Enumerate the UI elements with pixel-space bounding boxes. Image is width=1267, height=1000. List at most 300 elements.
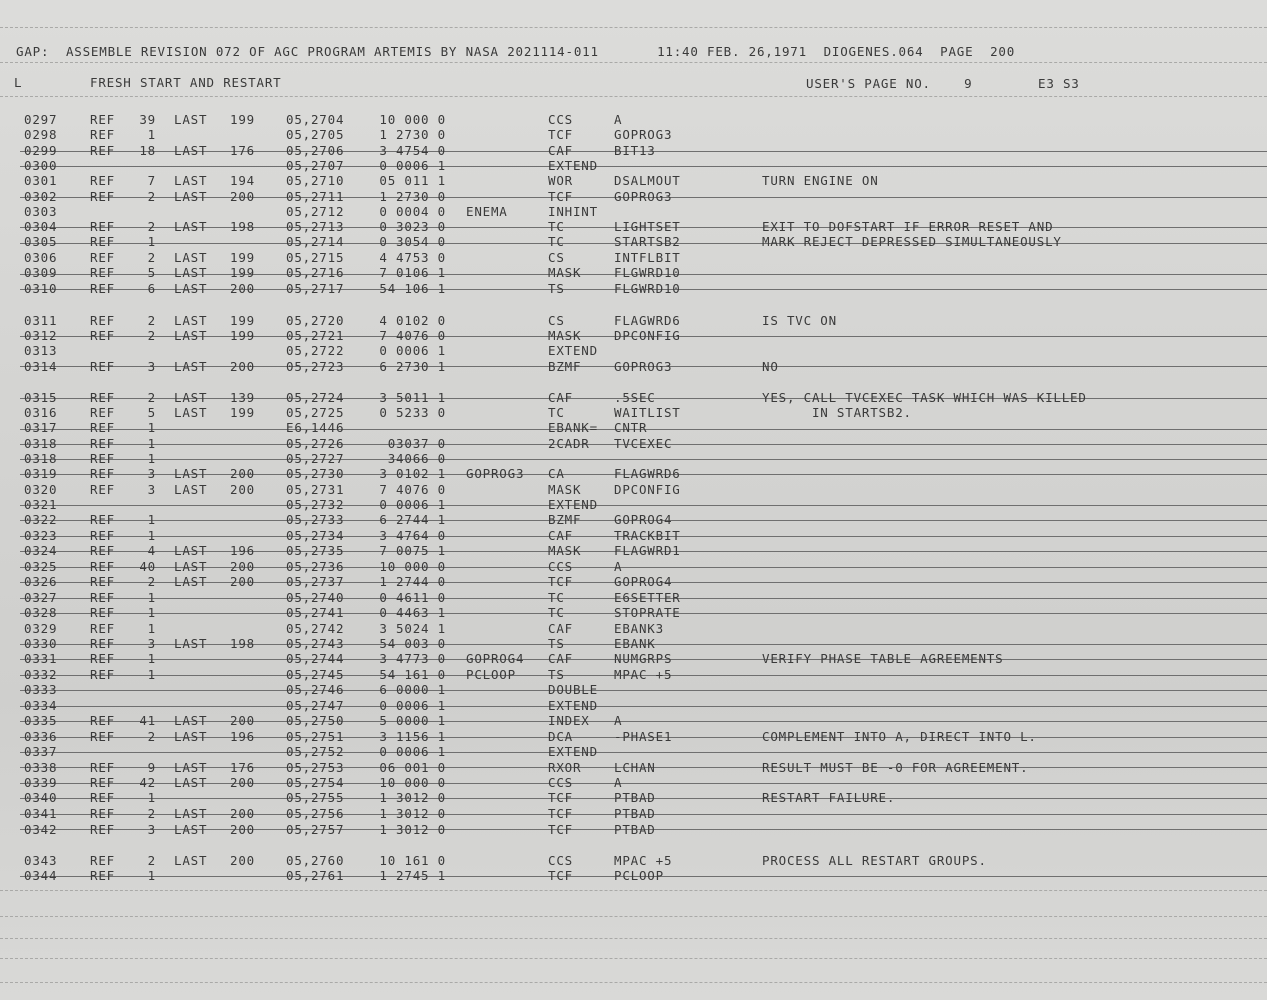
opcode: EXTEND xyxy=(548,158,598,173)
opcode: TC xyxy=(548,219,565,234)
line-number: 0323 xyxy=(24,528,58,543)
ref-marker: REF xyxy=(90,667,115,682)
ref-count: 1 xyxy=(147,420,156,435)
ref-count: 2 xyxy=(147,729,156,744)
line-number: 0335 xyxy=(24,713,58,728)
address: 05,2745 xyxy=(286,667,345,682)
octal-code: 54 161 0 xyxy=(379,667,446,682)
listing-row xyxy=(0,189,1267,204)
octal-code: 0 0006 1 xyxy=(379,497,446,512)
operand: DSALMOUT xyxy=(614,173,681,188)
operand: EBANK xyxy=(614,636,656,651)
line-number: 0305 xyxy=(24,234,58,249)
address: 05,2710 xyxy=(286,173,345,188)
ref-count: 1 xyxy=(147,451,156,466)
listing-row xyxy=(0,729,1267,744)
listing-row xyxy=(0,698,1267,713)
listing-row xyxy=(0,343,1267,358)
octal-code: 7 0106 1 xyxy=(379,265,446,280)
address: 05,2742 xyxy=(286,621,345,636)
operand: INTFLBIT xyxy=(614,250,681,265)
ref-count: 40 xyxy=(139,559,156,574)
line-number: 0315 xyxy=(24,390,58,405)
address: 05,2747 xyxy=(286,698,345,713)
opcode: TCF xyxy=(548,868,573,883)
last-marker: LAST xyxy=(174,250,208,265)
line-number: 0319 xyxy=(24,466,58,481)
operand: FLGWRD10 xyxy=(614,281,681,296)
ref-count: 3 xyxy=(147,822,156,837)
listing-row xyxy=(0,390,1267,405)
listing-row xyxy=(0,667,1267,682)
line-number: 0300 xyxy=(24,158,58,173)
address: 05,2723 xyxy=(286,359,345,374)
line-number: 0314 xyxy=(24,359,58,374)
page-header: GAP: ASSEMBLE REVISION 072 OF AGC PROGRAM ARTEMIS BY NASA 2021114-011 11:40 FEB. 26,1971 DIOGENES.064 PAGE 200 xyxy=(16,44,1016,59)
bank-indicator: E3 S3 xyxy=(1038,76,1080,91)
octal-code: 3 0102 1 xyxy=(379,466,446,481)
octal-code: 1 3012 0 xyxy=(379,790,446,805)
section-marker: L xyxy=(14,75,23,90)
opcode: EXTEND xyxy=(548,497,598,512)
ref-marker: REF xyxy=(90,265,115,280)
ref-marker: REF xyxy=(90,853,115,868)
address: 05,2716 xyxy=(286,265,345,280)
opcode: TS xyxy=(548,667,565,682)
listing-row xyxy=(0,790,1267,805)
opcode: EXTEND xyxy=(548,744,598,759)
listing-row xyxy=(0,853,1267,868)
octal-code: 10 161 0 xyxy=(379,853,446,868)
listing-row xyxy=(0,682,1267,697)
operand: A xyxy=(614,112,623,127)
opcode: INHINT xyxy=(548,204,598,219)
listing-row xyxy=(0,559,1267,574)
opcode: BZMF xyxy=(548,512,582,527)
last-marker: LAST xyxy=(174,265,208,280)
ref-marker: REF xyxy=(90,359,115,374)
address: 05,2734 xyxy=(286,528,345,543)
octal-code: 10 000 0 xyxy=(379,112,446,127)
octal-code: 7 4076 0 xyxy=(379,482,446,497)
line-number: 0328 xyxy=(24,605,58,620)
last-marker: LAST xyxy=(174,466,208,481)
comment: IS TVC ON xyxy=(762,313,837,328)
listing-row xyxy=(0,234,1267,249)
octal-code: 1 3012 0 xyxy=(379,806,446,821)
last-line: 200 xyxy=(230,574,255,589)
operand: DPCONFIG xyxy=(614,328,681,343)
last-marker: LAST xyxy=(174,328,208,343)
ref-marker: REF xyxy=(90,543,115,558)
listing-row xyxy=(0,590,1267,605)
operand: FLAGWRD6 xyxy=(614,466,681,481)
listing-row xyxy=(0,436,1267,451)
address: 05,2746 xyxy=(286,682,345,697)
ref-marker: REF xyxy=(90,328,115,343)
line-number: 0327 xyxy=(24,590,58,605)
operand: BIT13 xyxy=(614,143,656,158)
line-number: 0322 xyxy=(24,512,58,527)
operand: -PHASE1 xyxy=(614,729,673,744)
ref-marker: REF xyxy=(90,729,115,744)
line-number: 0316 xyxy=(24,405,58,420)
opcode: CS xyxy=(548,313,565,328)
line-number: 0303 xyxy=(24,204,58,219)
operand: PTBAD xyxy=(614,806,656,821)
last-marker: LAST xyxy=(174,313,208,328)
address: 05,2711 xyxy=(286,189,345,204)
ref-count: 2 xyxy=(147,250,156,265)
ref-marker: REF xyxy=(90,651,115,666)
octal-code: 1 2730 0 xyxy=(379,189,446,204)
last-line: 199 xyxy=(230,112,255,127)
line-number: 0306 xyxy=(24,250,58,265)
line-number: 0298 xyxy=(24,127,58,142)
opcode: TC xyxy=(548,405,565,420)
ref-count: 5 xyxy=(147,405,156,420)
address: 05,2714 xyxy=(286,234,345,249)
operand: PTBAD xyxy=(614,822,656,837)
paper-dash-line xyxy=(0,96,1267,97)
line-number: 0329 xyxy=(24,621,58,636)
last-marker: LAST xyxy=(174,359,208,374)
line-number: 0331 xyxy=(24,651,58,666)
listing-row xyxy=(0,512,1267,527)
comment: MARK REJECT DEPRESSED SIMULTANEOUSLY xyxy=(762,234,1062,249)
octal-code: 05 011 1 xyxy=(379,173,446,188)
line-number: 0330 xyxy=(24,636,58,651)
operand: PTBAD xyxy=(614,790,656,805)
line-number: 0311 xyxy=(24,313,58,328)
last-marker: LAST xyxy=(174,806,208,821)
paper-dash-line xyxy=(0,982,1267,983)
opcode: CCS xyxy=(548,112,573,127)
operand: STARTSB2 xyxy=(614,234,681,249)
octal-code: 0 0006 1 xyxy=(379,698,446,713)
last-line: 199 xyxy=(230,265,255,280)
listing-row xyxy=(0,775,1267,790)
listing-row xyxy=(0,112,1267,127)
listing-row xyxy=(0,250,1267,265)
address: 05,2755 xyxy=(286,790,345,805)
address: 05,2743 xyxy=(286,636,345,651)
opcode: DCA xyxy=(548,729,573,744)
line-number: 0324 xyxy=(24,543,58,558)
octal-code: 54 106 1 xyxy=(379,281,446,296)
last-marker: LAST xyxy=(174,173,208,188)
octal-code: 34066 0 xyxy=(387,451,446,466)
octal-code: 10 000 0 xyxy=(379,559,446,574)
ref-count: 1 xyxy=(147,436,156,451)
ref-count: 2 xyxy=(147,853,156,868)
listing-row xyxy=(0,574,1267,589)
address: 05,2732 xyxy=(286,497,345,512)
last-line: 200 xyxy=(230,559,255,574)
last-line: 196 xyxy=(230,729,255,744)
opcode: CAF xyxy=(548,143,573,158)
octal-code: 1 2745 1 xyxy=(379,868,446,883)
opcode: MASK xyxy=(548,328,582,343)
ref-count: 39 xyxy=(139,112,156,127)
ref-marker: REF xyxy=(90,605,115,620)
line-number: 0334 xyxy=(24,698,58,713)
listing-row xyxy=(0,621,1267,636)
operand: FLGWRD10 xyxy=(614,265,681,280)
last-line: 200 xyxy=(230,281,255,296)
listing-row xyxy=(0,281,1267,296)
comment: RESTART FAILURE. xyxy=(762,790,896,805)
opcode: WOR xyxy=(548,173,573,188)
ref-count: 3 xyxy=(147,482,156,497)
last-line: 200 xyxy=(230,775,255,790)
address: 05,2736 xyxy=(286,559,345,574)
opcode: EXTEND xyxy=(548,343,598,358)
ref-count: 41 xyxy=(139,713,156,728)
last-line: 199 xyxy=(230,405,255,420)
operand: .5SEC xyxy=(614,390,656,405)
last-line: 200 xyxy=(230,806,255,821)
last-line: 194 xyxy=(230,173,255,188)
opcode: TC xyxy=(548,605,565,620)
opcode: TC xyxy=(548,234,565,249)
line-number: 0341 xyxy=(24,806,58,821)
line-number: 0312 xyxy=(24,328,58,343)
listing-row xyxy=(0,127,1267,142)
octal-code: 0 0006 1 xyxy=(379,744,446,759)
line-number: 0321 xyxy=(24,497,58,512)
ref-count: 7 xyxy=(147,173,156,188)
last-line: 200 xyxy=(230,482,255,497)
listing-row xyxy=(0,806,1267,821)
address: 05,2733 xyxy=(286,512,345,527)
last-marker: LAST xyxy=(174,775,208,790)
operand: GOPROG4 xyxy=(614,574,673,589)
ref-marker: REF xyxy=(90,482,115,497)
ref-count: 1 xyxy=(147,234,156,249)
ref-marker: REF xyxy=(90,112,115,127)
opcode: CA xyxy=(548,466,565,481)
line-number: 0340 xyxy=(24,790,58,805)
ref-marker: REF xyxy=(90,512,115,527)
ref-count: 2 xyxy=(147,806,156,821)
octal-code: 1 2744 0 xyxy=(379,574,446,589)
last-line: 200 xyxy=(230,359,255,374)
operand: LIGHTSET xyxy=(614,219,681,234)
ref-count: 1 xyxy=(147,667,156,682)
listing-row xyxy=(0,219,1267,234)
line-number: 0313 xyxy=(24,343,58,358)
users-page-number: USER'S PAGE NO. 9 xyxy=(806,76,973,91)
ref-count: 1 xyxy=(147,621,156,636)
address: 05,2713 xyxy=(286,219,345,234)
line-number: 0342 xyxy=(24,822,58,837)
line-number: 0301 xyxy=(24,173,58,188)
address: 05,2735 xyxy=(286,543,345,558)
listing-row xyxy=(0,143,1267,158)
last-marker: LAST xyxy=(174,189,208,204)
ref-marker: REF xyxy=(90,143,115,158)
symbol-label: ENEMA xyxy=(466,204,508,219)
operand: TRACKBIT xyxy=(614,528,681,543)
comment: IN STARTSB2. xyxy=(762,405,912,420)
ref-marker: REF xyxy=(90,234,115,249)
octal-code: 3 5011 1 xyxy=(379,390,446,405)
address: 05,2744 xyxy=(286,651,345,666)
symbol-label: GOPROG4 xyxy=(466,651,525,666)
listing-row xyxy=(0,466,1267,481)
line-number: 0326 xyxy=(24,574,58,589)
line-number: 0325 xyxy=(24,559,58,574)
paper-dash-line xyxy=(0,938,1267,939)
octal-code: 10 000 0 xyxy=(379,775,446,790)
ref-count: 1 xyxy=(147,590,156,605)
opcode: CS xyxy=(548,250,565,265)
opcode: CCS xyxy=(548,559,573,574)
operand: GOPROG3 xyxy=(614,127,673,142)
address: 05,2712 xyxy=(286,204,345,219)
ref-count: 1 xyxy=(147,651,156,666)
listing-row xyxy=(0,822,1267,837)
opcode: EXTEND xyxy=(548,698,598,713)
listing-row xyxy=(0,636,1267,651)
ref-marker: REF xyxy=(90,806,115,821)
line-number: 0297 xyxy=(24,112,58,127)
ref-marker: REF xyxy=(90,574,115,589)
ref-count: 2 xyxy=(147,313,156,328)
opcode: BZMF xyxy=(548,359,582,374)
line-number: 0304 xyxy=(24,219,58,234)
address: E6,1446 xyxy=(286,420,345,435)
operand: FLAGWRD6 xyxy=(614,313,681,328)
octal-code: 1 3012 0 xyxy=(379,822,446,837)
opcode: TS xyxy=(548,281,565,296)
line-number: 0302 xyxy=(24,189,58,204)
opcode: TCF xyxy=(548,127,573,142)
opcode: TS xyxy=(548,636,565,651)
address: 05,2717 xyxy=(286,281,345,296)
address: 05,2737 xyxy=(286,574,345,589)
ref-count: 9 xyxy=(147,760,156,775)
ref-marker: REF xyxy=(90,790,115,805)
paper-dash-line xyxy=(0,916,1267,917)
ref-marker: REF xyxy=(90,775,115,790)
opcode: EBANK= xyxy=(548,420,598,435)
listing-row xyxy=(0,713,1267,728)
paper-dash-line xyxy=(0,62,1267,63)
opcode: CAF xyxy=(548,390,573,405)
last-line: 199 xyxy=(230,250,255,265)
listing-row xyxy=(0,744,1267,759)
ref-marker: REF xyxy=(90,420,115,435)
address: 05,2725 xyxy=(286,405,345,420)
listing-row xyxy=(0,651,1267,666)
line-number: 0299 xyxy=(24,143,58,158)
listing-row xyxy=(0,420,1267,435)
line-number: 0344 xyxy=(24,868,58,883)
octal-code: 4 4753 0 xyxy=(379,250,446,265)
operand: LCHAN xyxy=(614,760,656,775)
ref-count: 2 xyxy=(147,574,156,589)
address: 05,2756 xyxy=(286,806,345,821)
ref-marker: REF xyxy=(90,390,115,405)
comment: YES, CALL TVCEXEC TASK WHICH WAS KILLED xyxy=(762,390,1087,405)
octal-code: 5 0000 1 xyxy=(379,713,446,728)
address: 05,2754 xyxy=(286,775,345,790)
listing-row xyxy=(0,497,1267,512)
section-title: FRESH START AND RESTART xyxy=(90,75,282,90)
last-line: 198 xyxy=(230,219,255,234)
opcode: INDEX xyxy=(548,713,590,728)
opcode: CCS xyxy=(548,775,573,790)
symbol-label: GOPROG3 xyxy=(466,466,525,481)
last-marker: LAST xyxy=(174,822,208,837)
listing-row xyxy=(0,760,1267,775)
operand: A xyxy=(614,559,623,574)
address: 05,2731 xyxy=(286,482,345,497)
opcode: TCF xyxy=(548,806,573,821)
last-marker: LAST xyxy=(174,543,208,558)
ref-marker: REF xyxy=(90,250,115,265)
last-line: 198 xyxy=(230,636,255,651)
octal-code: 06 001 0 xyxy=(379,760,446,775)
line-number: 0318 xyxy=(24,451,58,466)
comment: EXIT TO DOFSTART IF ERROR RESET AND xyxy=(762,219,1054,234)
operand: E6SETTER xyxy=(614,590,681,605)
address: 05,2751 xyxy=(286,729,345,744)
operand: PCLOOP xyxy=(614,868,664,883)
ref-count: 2 xyxy=(147,390,156,405)
opcode: TC xyxy=(548,590,565,605)
ref-marker: REF xyxy=(90,436,115,451)
operand: GOPROG3 xyxy=(614,359,673,374)
ref-marker: REF xyxy=(90,405,115,420)
address: 05,2726 xyxy=(286,436,345,451)
octal-code: 0 3054 0 xyxy=(379,234,446,249)
listing-row xyxy=(0,868,1267,883)
octal-code: 3 4764 0 xyxy=(379,528,446,543)
operand: MPAC +5 xyxy=(614,853,673,868)
line-number: 0309 xyxy=(24,265,58,280)
address: 05,2722 xyxy=(286,343,345,358)
address: 05,2715 xyxy=(286,250,345,265)
operand: STOPRATE xyxy=(614,605,681,620)
paper-dash-line xyxy=(0,958,1267,959)
opcode: 2CADR xyxy=(548,436,590,451)
ref-marker: REF xyxy=(90,451,115,466)
ref-marker: REF xyxy=(90,281,115,296)
operand: GOPROG4 xyxy=(614,512,673,527)
octal-code: 4 0102 0 xyxy=(379,313,446,328)
ref-marker: REF xyxy=(90,713,115,728)
listing-row xyxy=(0,265,1267,280)
comment: VERIFY PHASE TABLE AGREEMENTS xyxy=(762,651,1004,666)
last-line: 199 xyxy=(230,313,255,328)
opcode: RXOR xyxy=(548,760,582,775)
paper-dash-line xyxy=(0,890,1267,891)
last-marker: LAST xyxy=(174,729,208,744)
ref-marker: REF xyxy=(90,173,115,188)
line-number: 0333 xyxy=(24,682,58,697)
operand: NUMGRPS xyxy=(614,651,673,666)
octal-code: 3 5024 1 xyxy=(379,621,446,636)
last-marker: LAST xyxy=(174,390,208,405)
ref-count: 1 xyxy=(147,512,156,527)
address: 05,2741 xyxy=(286,605,345,620)
last-line: 176 xyxy=(230,760,255,775)
ref-count: 2 xyxy=(147,328,156,343)
last-line: 139 xyxy=(230,390,255,405)
